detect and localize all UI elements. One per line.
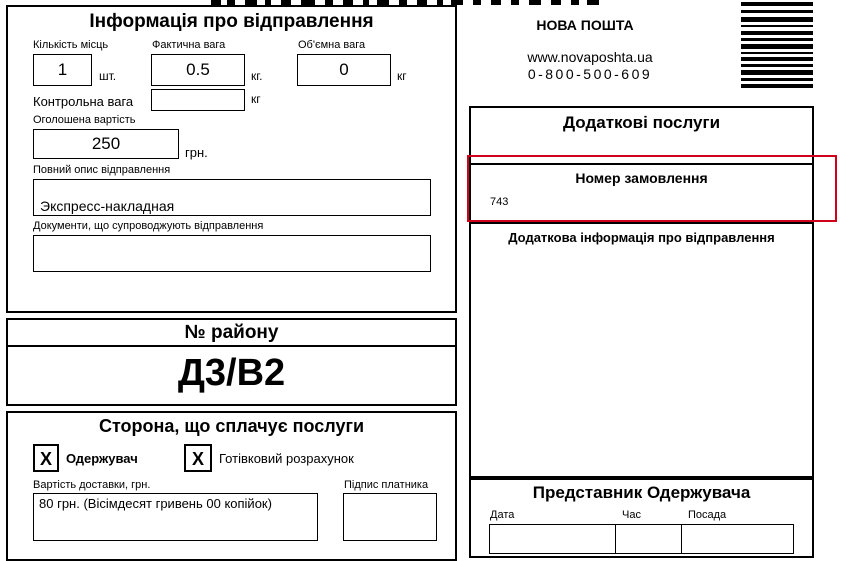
recipient-checkbox-mark: X	[39, 449, 52, 469]
description-label: Повний опис відправлення	[33, 164, 171, 176]
delivery-cost-field[interactable]	[33, 493, 318, 541]
order-number-highlight	[467, 155, 837, 222]
recipient-rep-title: Представник Одержувача	[532, 483, 751, 502]
rep-position-field[interactable]	[681, 524, 794, 554]
barcode-icon	[741, 0, 813, 90]
control-weight-label: Контрольна вага	[33, 94, 134, 109]
volume-weight-value: 0	[339, 60, 349, 79]
places-field[interactable]	[33, 54, 92, 86]
delivery-cost-label: Вартість доставки, грн.	[33, 479, 151, 491]
actual-weight-field[interactable]	[151, 54, 245, 86]
cash-checkbox[interactable]	[184, 444, 212, 472]
district-value: Д3/В2	[177, 352, 286, 394]
description-value: Экспресс-накладная	[40, 198, 175, 214]
extra-services-title: Додаткові послуги	[562, 113, 721, 132]
district-divider	[8, 345, 455, 347]
company-website: www.novaposhta.ua	[527, 49, 653, 65]
description-field[interactable]	[33, 179, 431, 216]
documents-field[interactable]	[33, 235, 431, 272]
recipient-label: Одержувач	[66, 451, 138, 466]
rep-time-label: Час	[622, 509, 641, 521]
order-number-title: Номер замовлення	[575, 170, 708, 186]
payer-signature-field[interactable]	[343, 493, 437, 541]
places-label: Кількість місць	[33, 39, 109, 51]
control-weight-field[interactable]	[151, 89, 245, 111]
recipient-checkbox[interactable]	[33, 444, 59, 472]
volume-weight-label: Об'ємна вага	[298, 39, 366, 51]
actual-weight-unit: кг.	[251, 69, 263, 83]
declared-value-value: 250	[91, 134, 121, 153]
volume-weight-unit: кг	[397, 69, 407, 83]
cash-label: Готівковий розрахунок	[219, 451, 354, 466]
volume-weight-field[interactable]	[297, 54, 391, 86]
rep-date-label: Дата	[490, 509, 515, 521]
district-title: № району	[184, 322, 279, 343]
extra-info-title: Додаткова інформація про відправлення	[508, 230, 775, 245]
payer-title: Сторона, що сплачує послуги	[98, 416, 365, 436]
places-value: 1	[57, 60, 68, 79]
company-phone: 0-800-500-609	[527, 66, 653, 82]
order-number-value[interactable]: 743	[490, 196, 509, 208]
company-name: НОВА ПОШТА	[536, 17, 634, 33]
rep-date-field[interactable]	[489, 524, 616, 554]
documents-label: Документи, що супроводжують відправлення	[33, 220, 264, 232]
shipment-info-title: Інформація про відправлення	[89, 11, 374, 32]
actual-weight-label: Фактична вага	[152, 39, 226, 51]
declared-value-unit: грн.	[185, 145, 208, 160]
actual-weight-value: 0.5	[186, 60, 210, 79]
declared-value-label: Оголошена вартість	[33, 114, 136, 126]
delivery-cost-value: 80 грн. (Вісімдесят гривень 00 копійок)	[39, 496, 272, 511]
places-unit: шт.	[99, 69, 117, 83]
payer-signature-label: Підпис платника	[344, 479, 429, 491]
rep-position-label: Посада	[688, 509, 727, 521]
rep-time-field[interactable]	[615, 524, 682, 554]
control-weight-unit: кг	[251, 92, 261, 106]
declared-value-field[interactable]	[33, 129, 179, 159]
cash-checkbox-mark: X	[191, 449, 204, 469]
extra-services-divider-bottom	[471, 222, 812, 224]
